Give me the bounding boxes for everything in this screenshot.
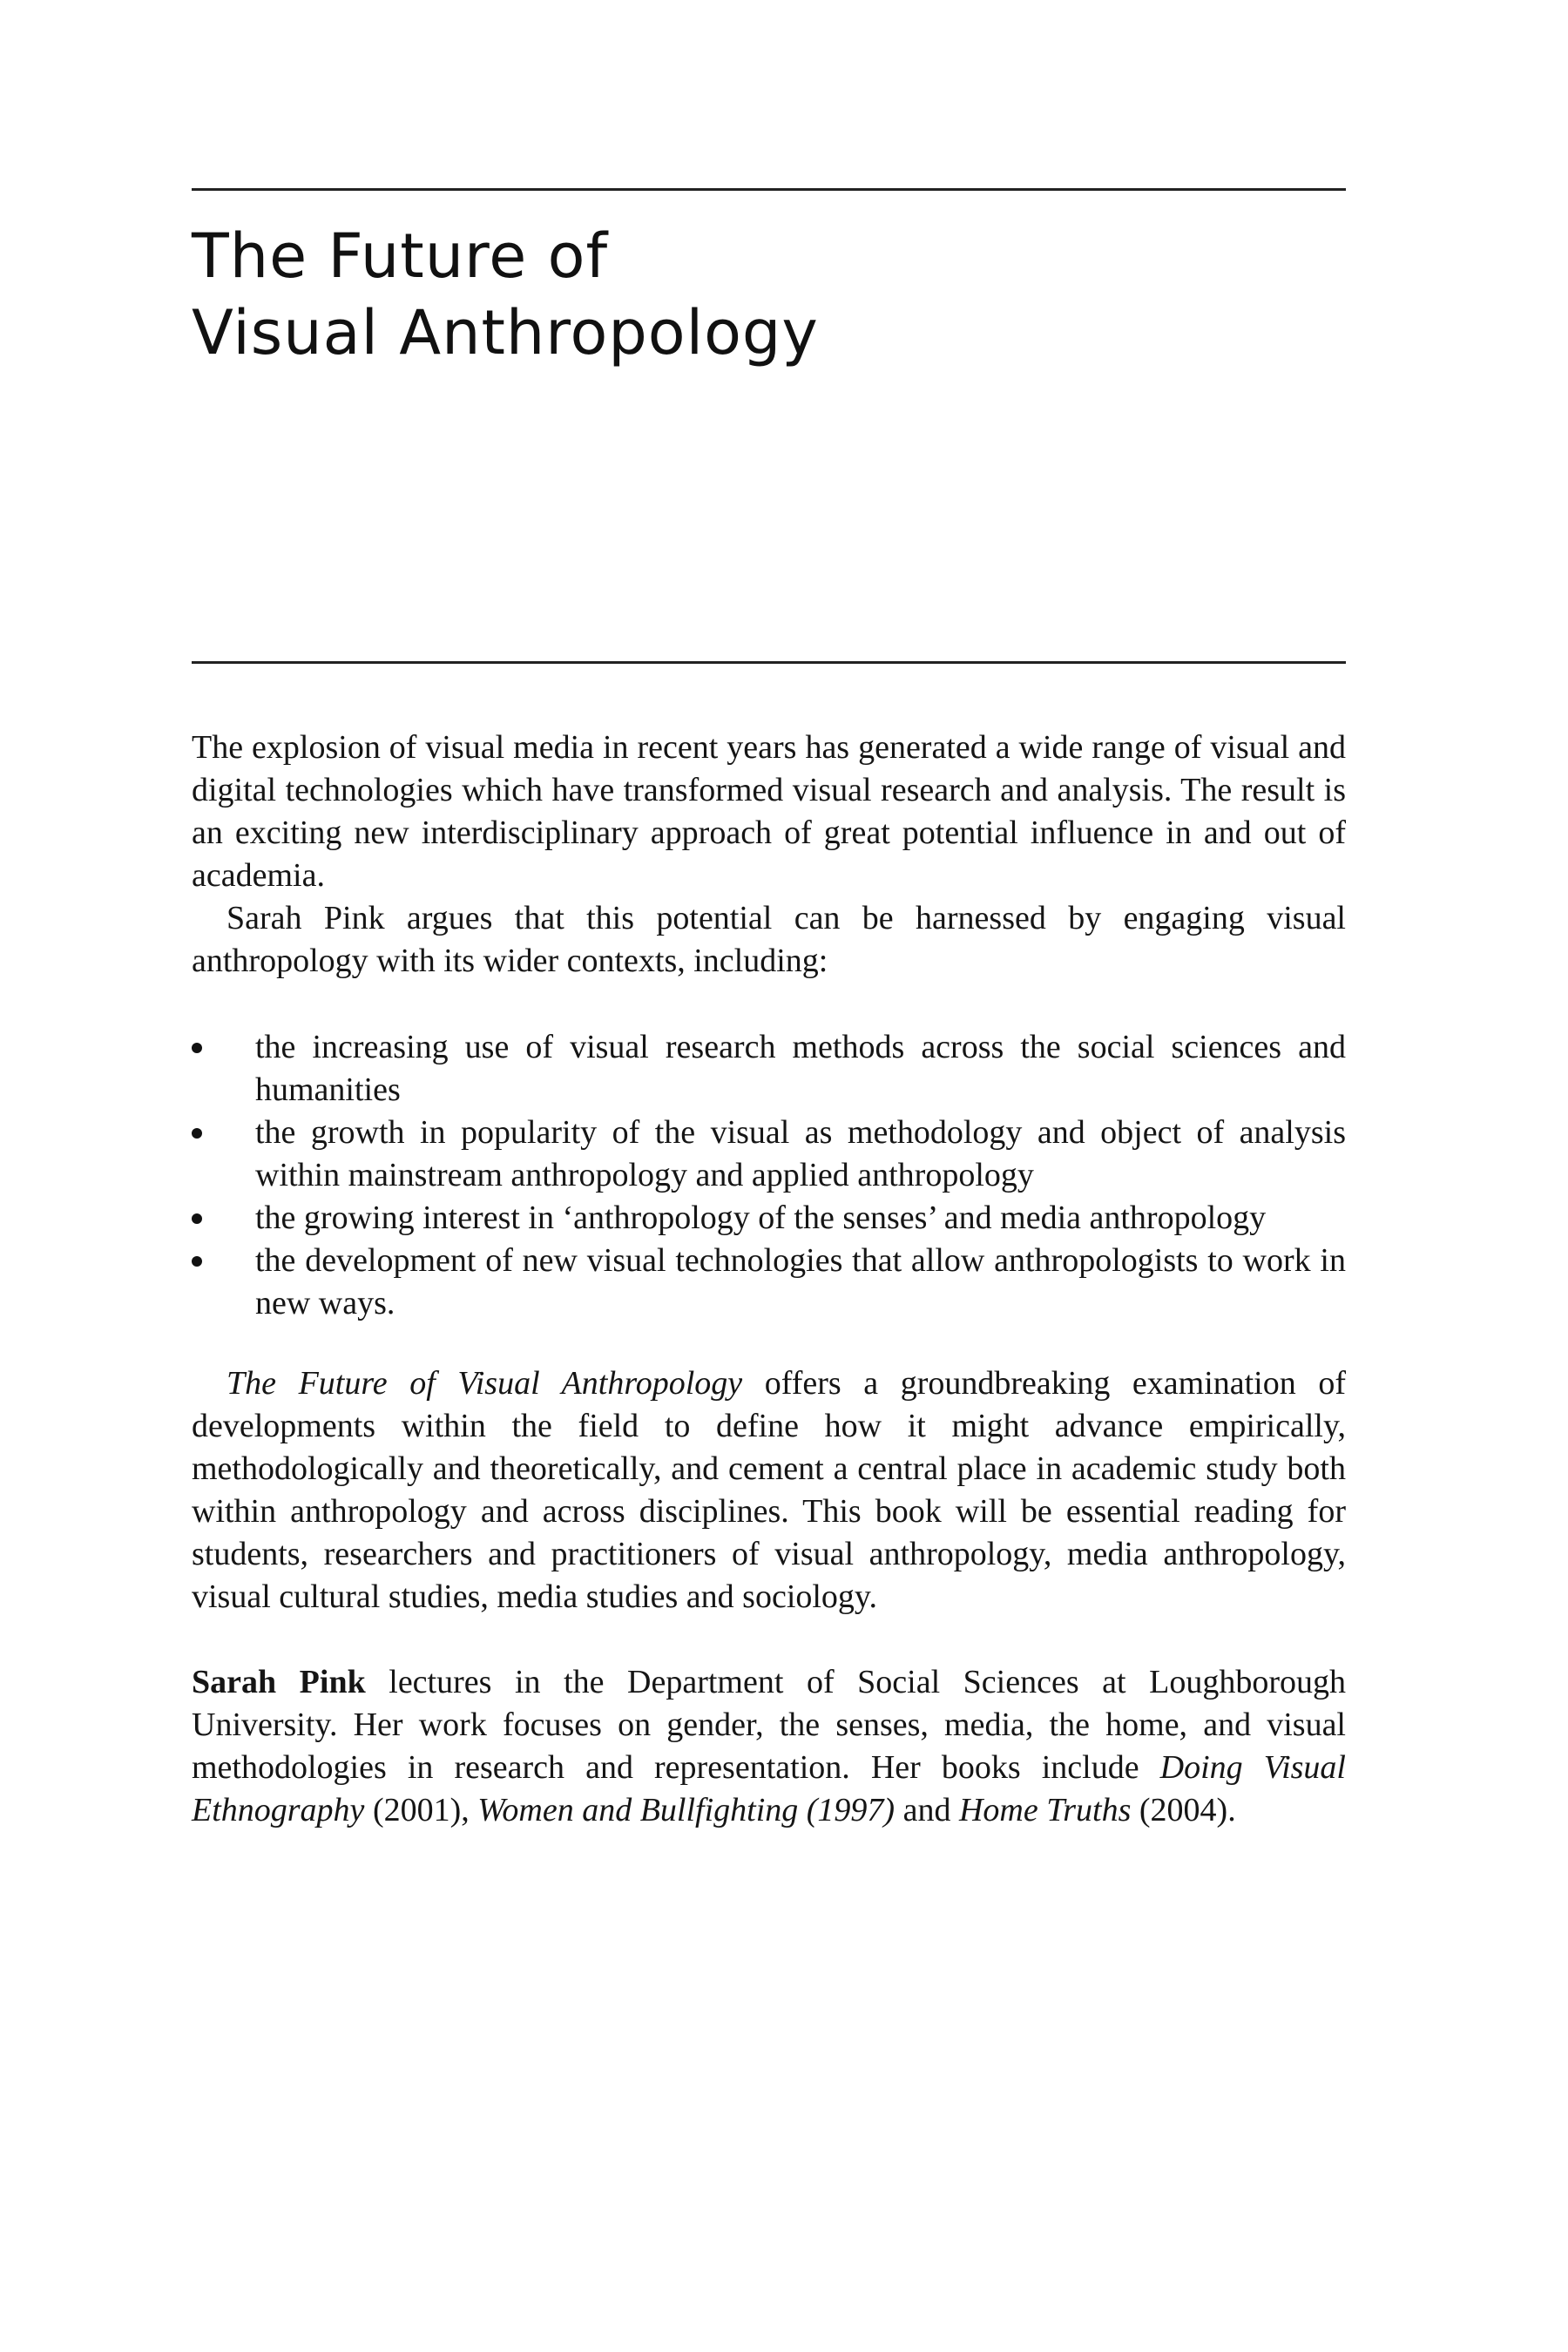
list-item-text: the growth in popularity of the visual as methodology and object of analysis within mainstream anthropology and applied anthropology <box>255 1114 1346 1193</box>
bullet-icon <box>192 1128 202 1139</box>
title-line-1: The Future of <box>192 220 609 292</box>
author-year-3: (2004). <box>1131 1792 1236 1828</box>
book-doing-visual-ethnography: Doing Visual Ethnography <box>192 1749 1346 1828</box>
intro-paragraph: The explosion of visual media in recent years has generated a wide range of visual and digital technologies which have transformed visual research and analysis. The result is an exciting new interdisciplinary approach of great potential influence in and out of academia. <box>192 729 1346 894</box>
list-item <box>192 1026 1346 1112</box>
list-item <box>192 1197 1346 1240</box>
title-line-2: Visual Anthropology <box>192 297 819 368</box>
author-bio <box>192 1661 1346 1832</box>
book-home-truths: Home Truths <box>958 1792 1132 1828</box>
book-title-mention: The Future of Visual Anthropology <box>226 1365 743 1402</box>
author-name: Sarah Pink <box>192 1664 366 1700</box>
author-join: and <box>895 1792 959 1828</box>
page-title <box>192 218 1346 371</box>
author-text: lectures in the Department of Social Sciences at Loughborough University. Her work focuses on gender, the senses, media, the home, and visual methodologies in research and representation. Her books include <box>192 1664 1346 1786</box>
bullet-icon <box>192 1256 202 1267</box>
author-section <box>192 1661 1346 1832</box>
list-item-text: the increasing use of visual research methods across the social sciences and humanities <box>255 1029 1346 1108</box>
top-rule <box>192 188 1346 191</box>
intro-section <box>192 727 1346 983</box>
list-item <box>192 1112 1346 1197</box>
author-year-1: (2001), <box>364 1792 478 1828</box>
contexts-list <box>192 1026 1346 1325</box>
description-section <box>192 1362 1346 1619</box>
bullet-icon <box>192 1043 202 1053</box>
middle-rule <box>192 661 1346 664</box>
list-item <box>192 1240 1346 1325</box>
description-text: offers a groundbreaking examination of developments within the field to define how it might advance empirically, methodologically and theoretically, and cement a central place in academic study both within anthropology and across disciplines. This book will be essential reading for students, researchers and practitioners of visual anthropology, media anthropology, visual cultural studies, media studies and sociology. <box>192 1365 1346 1615</box>
description-paragraph <box>192 1362 1346 1619</box>
list-item-text: the development of new visual technologies that allow anthropologists to work in new ways. <box>255 1242 1346 1321</box>
argument-paragraph: Sarah Pink argues that this potential can be harnessed by engaging visual anthropology with its wider contexts, including: <box>192 900 1346 979</box>
list-item-text: the growing interest in ‘anthropology of the senses’ and media anthropology <box>255 1200 1267 1236</box>
book-women-and-bullfighting: Women and Bullfighting (1997) <box>477 1792 896 1828</box>
bullet-icon <box>192 1213 202 1224</box>
